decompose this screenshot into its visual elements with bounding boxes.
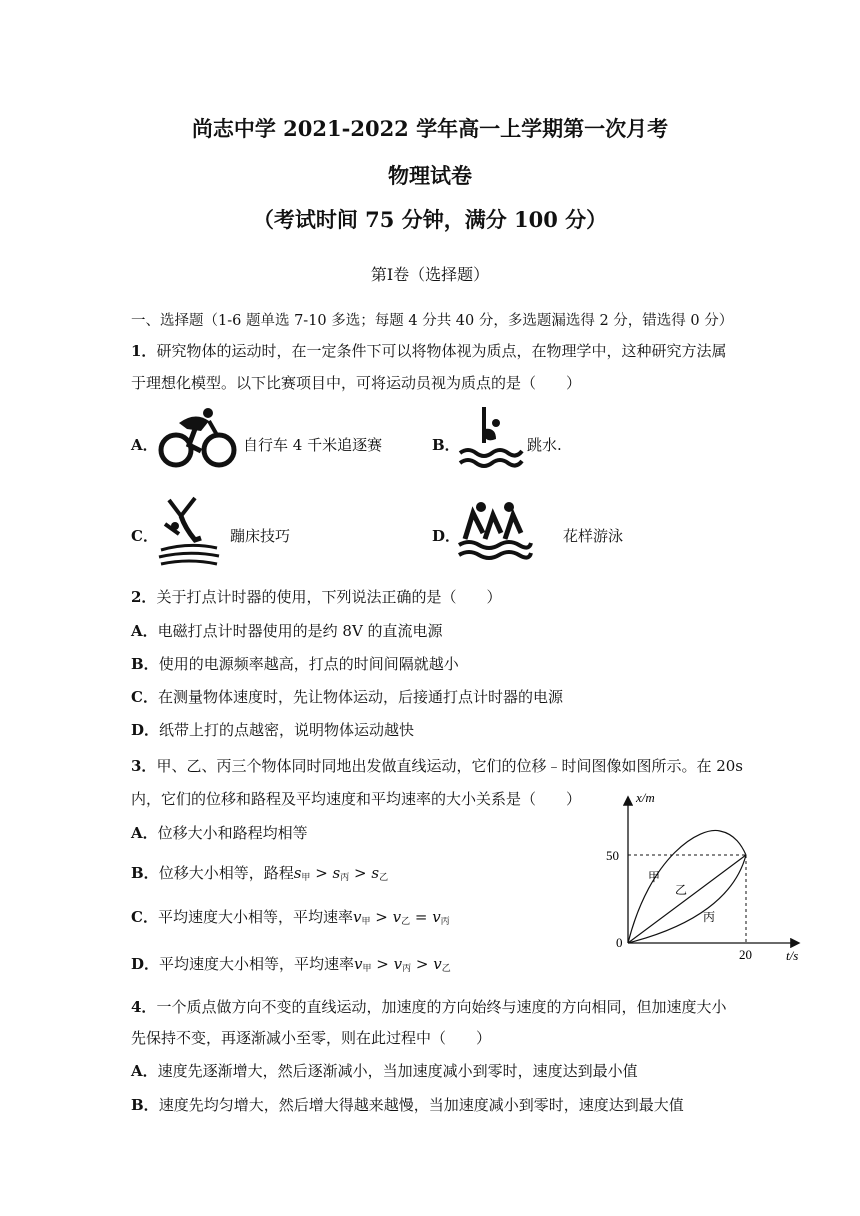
q1-option-d-letter: D． <box>432 527 461 545</box>
label-bing: 丙 <box>703 910 716 924</box>
q3-option-a-text: 位移大小和路程均相等 <box>157 824 308 842</box>
q3-b-sym3: s <box>371 864 380 882</box>
q3-c-sub3: 丙 <box>440 917 450 927</box>
y-tick-label: 50 <box>606 848 619 863</box>
y-axis-label: x/m <box>636 790 655 805</box>
diving-icon <box>456 405 524 475</box>
q1-option-a-letter: A． <box>131 436 158 454</box>
q3-option-c <box>131 906 450 927</box>
q4-option-a-text: 速度先逐渐增大，然后逐渐减小，当加速度减小到零时，速度达到最小值 <box>157 1062 638 1080</box>
q3-d-op2: > <box>411 955 434 973</box>
q1-option-b-letter: B． <box>432 436 460 454</box>
q1-text-2: 于理想化模型。以下比赛项目中，可将运动员视为质点的是（ ） <box>131 374 582 392</box>
section-title: 第Ⅰ卷（选择题） <box>370 265 490 284</box>
q3-c-op2: = <box>410 908 433 926</box>
q2-option-b-text: 使用的电源频率越高，打点的时间间隔就越小 <box>158 655 459 673</box>
q3-c-sub1: 甲 <box>361 917 371 927</box>
q2-option-d-text: 纸带上打的点越密，说明物体运动越快 <box>159 721 415 739</box>
q3-d-sub3: 乙 <box>441 964 451 974</box>
q3-c-sym1: v <box>352 908 362 926</box>
q3-line1 <box>131 755 743 776</box>
q3-b-sub3: 乙 <box>379 873 389 883</box>
q4-line1 <box>131 996 726 1017</box>
q3-c-sub2: 乙 <box>401 917 411 927</box>
q1-text-1: 研究物体的运动时，在一定条件下可以将物体视为质点，在物理学中，这种研究方法属 <box>156 342 727 360</box>
q3-option-c-text: 平均速度大小相等，平均速率 <box>157 908 353 926</box>
q3-b-sub2: 丙 <box>340 873 350 883</box>
q4-option-b <box>131 1094 684 1115</box>
q3-c-sym3: v <box>432 908 441 926</box>
q2-option-c-text: 在测量物体速度时，先让物体运动，后接通打点计时器的电源 <box>157 688 563 706</box>
q3-d-sym2: v <box>393 955 403 973</box>
q3-d-sym3: v <box>433 955 442 973</box>
q1-option-d-label: 花样游泳 <box>563 527 624 545</box>
q3-xt-graph <box>600 786 810 966</box>
q3-option-d <box>131 953 451 974</box>
q1-number: 1． <box>131 342 157 360</box>
q2-option-c-letter: C． <box>131 688 158 706</box>
q3-d-op1: > <box>371 955 394 973</box>
q3-c-op1: > <box>370 908 393 926</box>
q1-option-a-label: 自行车 4 千米追逐赛 <box>243 436 383 454</box>
origin-label: 0 <box>616 935 623 950</box>
q3-b-sym2: s <box>332 864 341 882</box>
q3-option-b-letter: B． <box>131 864 159 882</box>
q3-d-sub1: 甲 <box>362 964 372 974</box>
q1-option-b-label: 跳水. <box>527 436 562 454</box>
q3-d-sym1: v <box>354 955 363 973</box>
q2-option-b <box>131 653 459 674</box>
q1-option-c-letter: C． <box>131 527 158 545</box>
q3-option-b-text: 位移大小相等，路程 <box>158 864 294 882</box>
q3-b-op2: > <box>349 864 372 882</box>
q2-option-a <box>131 620 443 641</box>
q1-option-c-label: 蹦床技巧 <box>230 527 291 545</box>
q2-number: 2． <box>131 588 157 606</box>
q3-text-2: 内，它们的位移和路程及平均速度和平均速率的大小关系是（ ） <box>131 790 582 808</box>
synchronized-swimming-icon <box>457 499 533 561</box>
q4-option-b-letter: B． <box>131 1096 159 1114</box>
q4-option-a-letter: A． <box>131 1062 158 1080</box>
q2-option-a-text: 电磁打点计时器使用的是约 8V 的直流电源 <box>157 622 443 640</box>
q4-option-b-text: 速度先均匀增大，然后增大得越来越慢，当加速度减小到零时，速度达到最大值 <box>158 1096 684 1114</box>
q3-option-d-text: 平均速度大小相等，平均速率 <box>159 955 355 973</box>
label-yi: 乙 <box>675 883 688 897</box>
q3-option-a <box>131 822 308 843</box>
x-tick-label: 20 <box>739 947 752 962</box>
q3-option-c-letter: C． <box>131 908 158 926</box>
q2-option-d <box>131 719 414 740</box>
exam-title: 尚志中学 2021-2022 学年高一上学期第一次月考 <box>191 116 669 141</box>
line-yi <box>628 855 746 943</box>
q3-c-sym2: v <box>392 908 402 926</box>
q3-option-a-letter: A． <box>131 824 158 842</box>
q2-option-c <box>131 686 563 707</box>
q2-line <box>131 586 501 607</box>
q2-option-b-letter: B． <box>131 655 159 673</box>
q1-line1 <box>131 340 726 361</box>
q2-option-d-letter: D． <box>131 721 160 739</box>
q2-option-a-letter: A． <box>131 622 158 640</box>
q4-number: 4． <box>131 998 157 1016</box>
label-jia: 甲 <box>648 870 661 884</box>
q3-d-sub2: 丙 <box>402 964 412 974</box>
exam-info: （考试时间 75 分钟，满分 100 分） <box>252 207 608 232</box>
q3-option-b <box>131 862 388 883</box>
q4-text-1: 一个质点做方向不变的直线运动，加速度的方向始终与速度的方向相同，但加速度大小 <box>156 998 727 1016</box>
q2-text: 关于打点计时器的使用，下列说法正确的是（ ） <box>156 588 502 606</box>
q4-option-a <box>131 1060 638 1081</box>
x-axis-label: t/s <box>786 948 799 963</box>
q3-b-sub1: 甲 <box>301 873 311 883</box>
cycling-icon <box>157 407 239 469</box>
instructions: 一、选择题（1-6 题单选 7-10 多选；每题 4 分共 40 分，多选题漏选得 2 分，错选得 0 分） <box>131 313 734 329</box>
q4-text-2: 先保持不变，再逐渐减小至零，则在此过程中（ ） <box>131 1029 492 1047</box>
subject-title: 物理试卷 <box>388 163 472 188</box>
q3-b-sym1: s <box>293 864 302 882</box>
q3-b-op1: > <box>310 864 333 882</box>
q3-option-d-letter: D． <box>131 955 160 973</box>
q3-text-1: 甲、乙、丙三个物体同时同地出发做直线运动，它们的位移﹣时间图像如图所示。在 20s <box>156 757 743 775</box>
trampoline-icon <box>155 494 223 570</box>
q3-number: 3． <box>131 757 157 775</box>
